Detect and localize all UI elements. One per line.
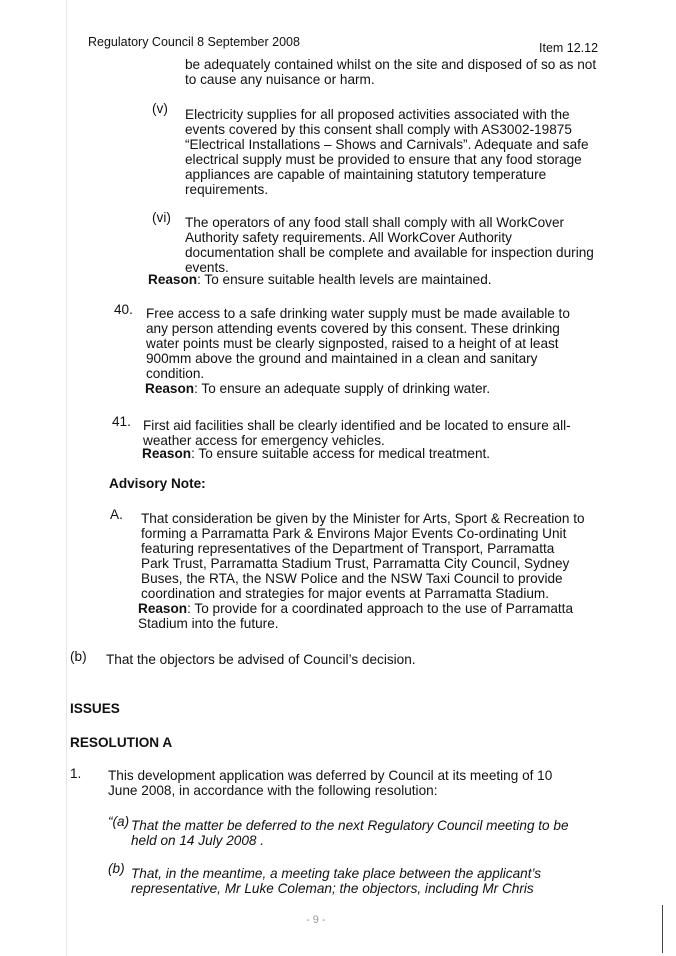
continuation-text: be adequately contained whilst on the site and disposed of so as not to cause any nuisance or harm. xyxy=(185,57,597,87)
reason-label: Reason xyxy=(142,446,192,461)
advisory-heading: Advisory Note: xyxy=(109,476,206,491)
header-title: Regulatory Council 8 September 2008 xyxy=(88,35,300,49)
sub-item-v-number: (v) xyxy=(152,101,168,116)
scan-right-edge xyxy=(662,905,663,953)
item-41-number: 41. xyxy=(112,414,131,429)
reason-40 xyxy=(145,381,490,396)
reason-text: : To ensure an adequate supply of drinking water. xyxy=(194,381,491,396)
header-item-number: Item 12.12 xyxy=(539,41,599,55)
point-1-number: 1. xyxy=(70,766,82,781)
advisory-reason xyxy=(138,601,573,631)
advisory-item-number: A. xyxy=(110,507,123,522)
point-1-text: This development application was deferred by Council at its meeting of 10 June 2008, in accordance with the following resolution: xyxy=(108,768,553,798)
reason-text: : To ensure suitable health levels are maintained. xyxy=(197,272,492,287)
advisory-item-text: That consideration be given by the Minister for Arts, Sport & Recreation to forming a Parramatta Park & Environs Major Events Co-ordinating Unit featuring representatives of the Department of Transport, Parramatta Park Trust, Parramatta Stadium Trust, Parramatta City Council, Sydney Buses, the RTA, the NSW Police and the NSW Taxi Council to provide coordination and strategies for major events at Parramatta Stadium. xyxy=(141,511,585,601)
sub-item-v-text: Electricity supplies for all proposed activities associated with the events covered by this consent shall comply with AS3002-19875 “Electrical Installations – Shows and Carnivals”. Adequate and safe electrical supply must be provided to ensure that any food storage appliances are capable of maintaining statutory temperature requirements. xyxy=(185,107,589,197)
item-40-text: Free access to a safe drinking water supply must be made available to any person attending events covered by this consent. These drinking water points must be clearly signposted, raised to a height of at least 900mm above the ground and maintained in a clean and sanitary condition. xyxy=(146,306,570,381)
item-40-number: 40. xyxy=(114,302,133,317)
reason-text: : To provide for a coordinated approach to the use of Parramatta Stadium into the future. xyxy=(138,601,574,631)
reason-label: Reason xyxy=(138,601,188,616)
quote-b-text: That, in the meantime, a meeting take place between the applicant’s representative, Mr Luke Coleman; the objectors, including Mr Chris xyxy=(131,866,542,896)
sub-item-vi-text: The operators of any food stall shall comply with all WorkCover Authority safety requirements. All WorkCover Authority documentation shall be complete and available for inspection during events. xyxy=(185,215,594,275)
reason-label: Reason xyxy=(148,272,198,287)
reason-label: Reason xyxy=(145,381,195,396)
quote-a-text: That the matter be deferred to the next Regulatory Council meeting to be held on 14 July 2008 . xyxy=(131,818,569,848)
item-b-text: That the objectors be advised of Council’s decision. xyxy=(106,652,416,667)
item-b-number: (b) xyxy=(70,649,87,664)
scan-left-edge xyxy=(66,0,67,956)
quote-a-number: “(a) xyxy=(108,814,130,829)
item-41-text: First aid facilities shall be clearly identified and be located to ensure all- weather access for emergency vehicles. xyxy=(143,418,571,448)
reason-39 xyxy=(148,272,492,287)
quote-b-number: (b) xyxy=(108,861,125,876)
reason-text: : To ensure suitable access for medical treatment. xyxy=(191,446,491,461)
issues-heading: ISSUES xyxy=(70,701,120,716)
page-number: - 9 - xyxy=(306,914,326,926)
sub-item-vi-number: (vi) xyxy=(152,210,171,225)
reason-41 xyxy=(142,446,490,461)
resolution-heading: RESOLUTION A xyxy=(70,735,173,750)
